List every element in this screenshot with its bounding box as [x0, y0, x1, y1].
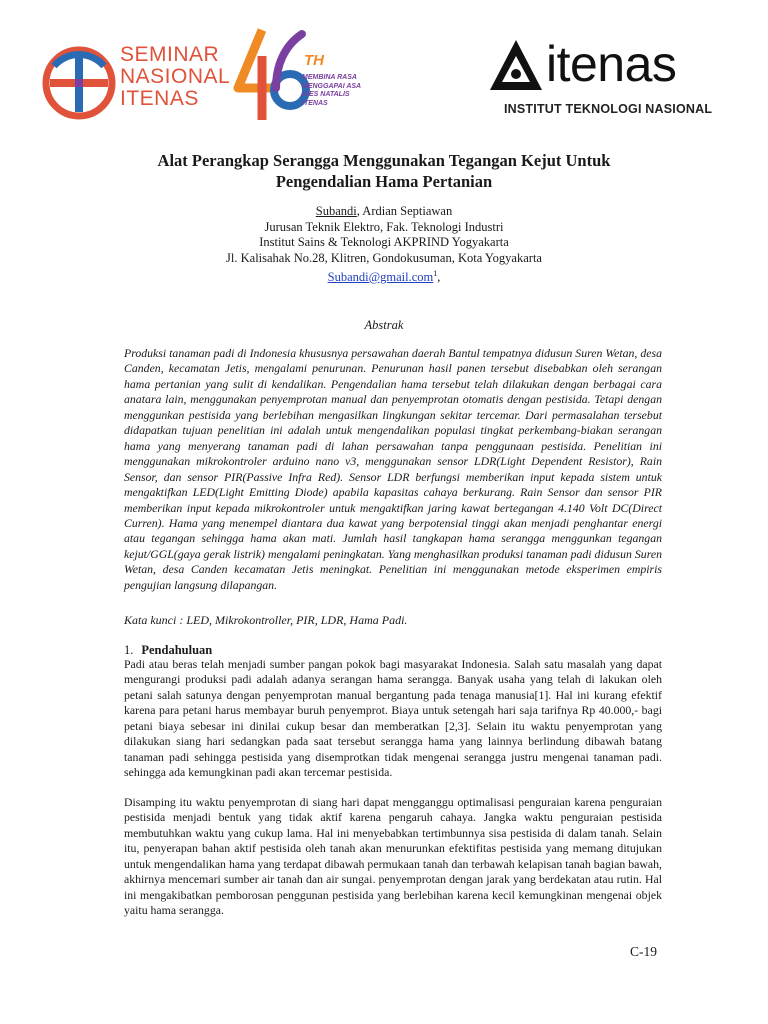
affiliation-institute: Institut Sains & Teknologi AKPRIND Yogyakarta: [259, 235, 509, 249]
affiliation-department: Jurusan Teknik Elektro, Fak. Teknologi Industri: [264, 219, 504, 234]
number-46-icon: [232, 26, 312, 126]
author-email-link[interactable]: Subandi@gmail.com: [327, 270, 434, 285]
paper-title-line: Alat Perangkap Serangga Menggunakan Tegangan Kejut Untuk: [157, 151, 611, 170]
co-author: , Ardian Septiawan: [356, 204, 453, 218]
itenas-logo: [488, 34, 718, 124]
itenas-wordmark: itenas: [546, 36, 677, 92]
tagline-line: MENGGAPAI ASA: [302, 82, 362, 90]
seminar-nasional-logo: [40, 38, 231, 126]
section-heading: [124, 643, 212, 658]
paper-title-line: Pengendalian Hama Pertanian: [275, 172, 493, 191]
keywords: Kata kunci : LED, Mikrokontroller, PIR, LDR, Hama Padi.: [124, 613, 408, 627]
anniversary-46-logo: [232, 26, 382, 126]
itenas-subtitle: INSTITUT TEKNOLOGI NASIONAL: [504, 102, 713, 116]
section-title: Pendahuluan: [141, 643, 213, 657]
tagline-line: MEMBINA RASA: [302, 74, 357, 81]
paragraph-text: Padi atau beras telah menjadi sumber pangan pokok bagi masyarakat Indonesia. Salah satu masalah yang dapat mengurangi produksi padi adalah adanya serangan hama serangga. Banyak usaha yang telah di lakukan oleh petani salah satunya dengan penyemprotan manual bergantung pada tenaga manusia[1]. Hal ini kurang efektif karena para petani harus membayar buruh penyemprot. Biaya untuk setengah hari saja tarifnya Rp 40.000,- bagi petani biaya sebesar ini dinilai cukup besar dan memberatkan [2,3]. Selain itu waktu penyemprotan yang dilakukan siang hari sedangkan pada saat tersebut serangga hama yang lainnya berlindung dibawah batang tanaman padi sehingga pestisida yang disemprotkan tidak mengenai serangga justru mengenai tanaman padi. sehingga ada kemungkinan padi akan tercemar pestisida.: [124, 657, 662, 780]
paper-title: [80, 150, 688, 192]
abstract-heading: Abstrak: [364, 318, 404, 332]
section-number: 1.: [124, 643, 134, 657]
email-superscript: 1: [433, 269, 438, 278]
body-paragraph-1: [124, 657, 662, 781]
itenas-emblem-icon: [488, 38, 544, 98]
paragraph-text: Disamping itu waktu penyemprotan di siang hari dapat mengganggu optimalisasi penguraian karena penguraian pestisida menjadi bentuk yang tidak aktif karena pengaruh cahaya. Jangka waktu penguraian pestisida membutuhkan waktu yang cukup lama. Hal ini menyebabkan tertimbunnya sisa pestisida di dalam tanah. Selain itu, penyerapan bahan aktif pestisida oleh tanah akan menurunkan efektifitas pestisida yang memang ditujukan untuk mengendalikan hama yang terdapat dibawah permukaan tanah dan terbawah kelapisan tanah bagian bawah, akhirnya mencemari sumber air tanah dan air sungai. penyemprotan dengan jarak yang berdekatan atau rutin. Hal ini mengakibatkan pemborosan penggunan pestisida yang berlebihan karena kecil kemungkinan mengenai objek yaitu hama serangga.: [124, 795, 662, 918]
abstract-body: [124, 346, 662, 593]
author-line: [80, 204, 688, 220]
tagline-line: ITENAS: [302, 99, 328, 107]
seminar-logo-line: NASIONAL: [120, 65, 231, 88]
primary-author: Subandi: [315, 204, 357, 218]
body-paragraph-2: [124, 795, 662, 919]
seminar-logo-line: SEMINAR: [120, 43, 220, 66]
anniversary-tagline: [302, 74, 361, 108]
seminar-emblem-icon: [40, 44, 118, 122]
seminar-logo-text: [120, 44, 230, 110]
abstract-text: Produksi tanaman padi di Indonesia khususnya persawahan daerah Bantul tempatnya didusun Suren Wetan, desa Canden, kecamatan Jetis, mengalami penurunan. Penurunan hasil panen tersebut disebabkan oleh serangan hama pertanian yang sulit di kendalikan. Pengendalian hama tersebut telah dilakukan dengan berbagai cara anatara lain, menggunakan penyemprotan manual dan penyemprotan otomatis dengan pestisida. Tetapi dengan menggunkan pestisida yang berlebihan mengasilkan lingkungan sekitar tercemar. Dari permasalahan tersebut didapatkan tujuan penelitian ini adalah untuk mengendalikan populasi tingkat perkembang-biakan serangan hama yang menyerang tanaman padi di lahan persawahan tanpa penggunaan pestisida. Penelitian ini menggunakan mikrokontroler arduino nano v3, menggunakan sensor LDR(Light Dependent Resistor), Rain Sensor, dan sensor PIR(Passive Infra Red). Sensor LDR berfungsi memberikan input kepada sistem untuk mengaktifkan LED(Light Emitting Diode) apabila kapasitas cahaya berkurang. Rain Sensor dan sensor PIR memberikan input kepada mikrokontroler untuk mengaktifkan jaring kawat bertegangan 4.140 Volt DC(Direct Curren). Hama yang menempel diantara dua kawat yang berpotensial tinggi akan menjadi penghantar energi atau tegangan sehingga hama akan mati. Jumlah hasil tangkapan hama serangga menggunkan tegangan kejut/GGL(gaya gerak listrik) mengalami peningkatan. Yang menghasilkan produksi tanaman padi didusun Suren Wetan, desa Canden kecamatan Jetis meningkat. Penelitian ini menggunakan metode eksperimen empiris pengujian langsung dilapangan.: [124, 346, 662, 592]
email-trail: ,: [437, 270, 441, 285]
seminar-logo-line: ITENAS: [120, 87, 199, 110]
anniversary-th-label: TH: [304, 52, 324, 69]
tagline-line: DIES NATALIS: [302, 91, 350, 98]
email-line: [80, 266, 688, 286]
page-number: C-19: [630, 944, 657, 959]
author-block: [80, 204, 688, 286]
affiliation-address: Jl. Kalisahak No.28, Klitren, Gondokusuman, Kota Yogyakarta: [226, 250, 542, 265]
